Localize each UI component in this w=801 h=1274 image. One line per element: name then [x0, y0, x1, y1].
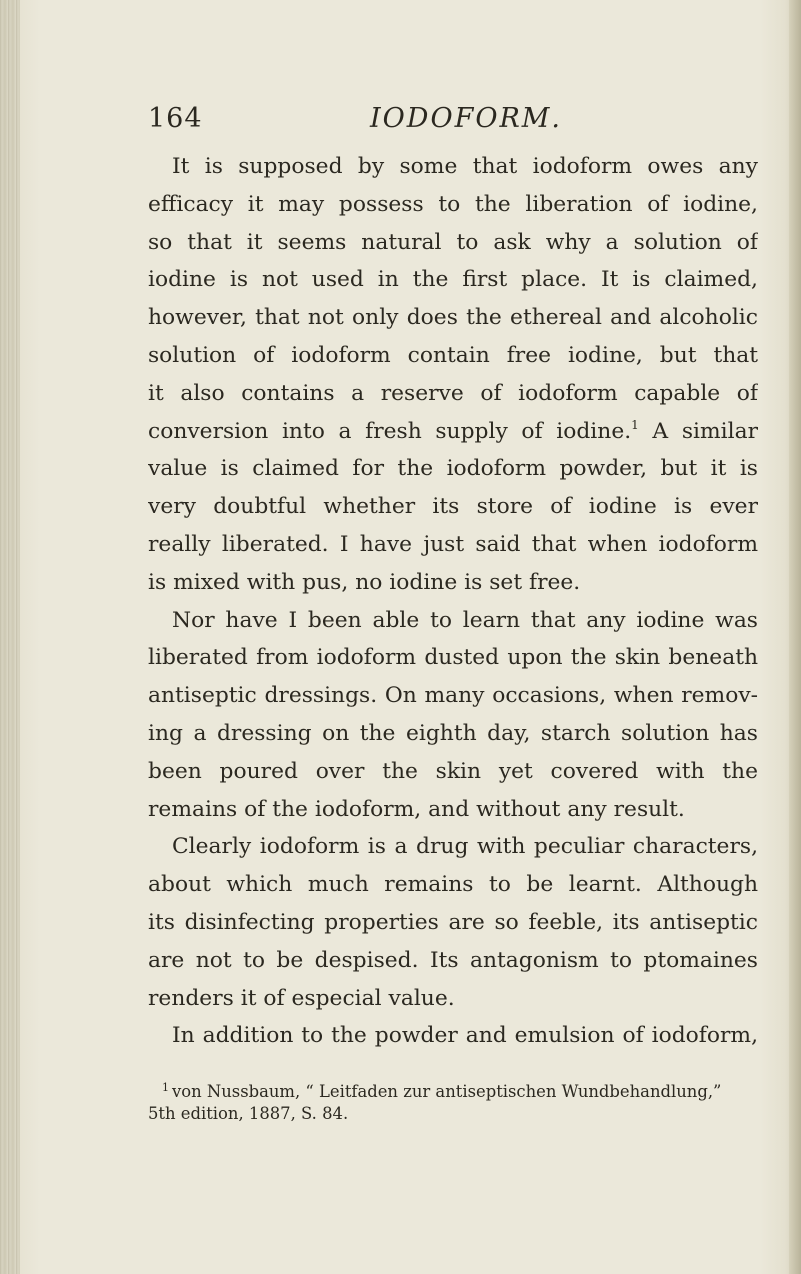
paragraph-2 — [148, 602, 758, 829]
text-line: solution of iodoform contain free iodine, but that — [148, 342, 758, 368]
text-line: value is claimed for the iodoform powder, but it is — [148, 456, 758, 482]
text-line: it also contains a reserve of iodoform capable of — [148, 380, 758, 406]
text-line: In addition to the powder and emulsion of iodoform, — [172, 1023, 758, 1049]
text-line: renders it of especial value. — [148, 985, 455, 1011]
paragraph-4 — [148, 1017, 758, 1055]
text-line: about which much remains to be learnt. Although — [148, 872, 758, 898]
text-line: Clearly iodoform is a drug with peculiar characters, — [172, 834, 758, 860]
text-line: is mixed with pus, no iodine is set free. — [148, 569, 581, 595]
text-segment: conversion into a fresh supply of iodine. — [148, 418, 632, 444]
text-line: very doubtful whether its store of iodine is ever — [148, 494, 758, 520]
text-line: Nor have I been able to learn that any iodine was — [172, 607, 758, 633]
text-line: efficacy it may possess to the liberation of iodine, — [148, 191, 758, 217]
text-line: remains of the iodoform, and without any result. — [148, 796, 685, 822]
footnote — [148, 1075, 758, 1127]
text-line: its disinfecting properties are so feeble, its antiseptic — [148, 909, 758, 935]
text-line: ing a dressing on the eighth day, starch solution has — [148, 720, 758, 746]
binding-gutter — [0, 0, 20, 1274]
text-line-with-footnote-ref — [148, 413, 758, 451]
text-line: It is supposed by some that iodoform owes any — [172, 154, 758, 179]
text-segment: A similar — [638, 418, 758, 444]
text-line: been poured over the skin yet covered with the — [148, 758, 758, 784]
footnote-line: 5th edition, 1887, S. 84. — [148, 1104, 349, 1123]
page-edge — [789, 0, 801, 1274]
footnote-reference: 1 — [631, 417, 639, 432]
running-title: IODOFORM. — [370, 103, 563, 134]
footnote-line — [148, 1075, 758, 1101]
text-line: so that it seems natural to ask why a solution of — [148, 229, 758, 255]
text-line: antiseptic dressings. On many occasions, when remov- — [148, 683, 758, 709]
body-text — [148, 148, 758, 1055]
footnote-mark: 1 — [162, 1081, 169, 1094]
text-line: liberated from iodoform dusted upon the skin beneath — [148, 645, 758, 671]
paragraph-3 — [148, 828, 758, 1017]
text-line: however, that not only does the ethereal and alcoholic — [148, 305, 758, 331]
footnote-text: von Nussbaum, “ Leitfaden zur antiseptischen Wundbehandlung,” — [172, 1082, 722, 1101]
text-line: iodine is not used in the first place. It is claimed, — [148, 267, 758, 293]
text-line: are not to be despised. Its antagonism to ptomaines — [148, 947, 758, 973]
paragraph-1 — [148, 148, 758, 602]
text-line: really liberated. I have just said that when iodoform — [148, 531, 758, 557]
running-header — [148, 103, 758, 143]
page-number: 164 — [148, 103, 203, 134]
